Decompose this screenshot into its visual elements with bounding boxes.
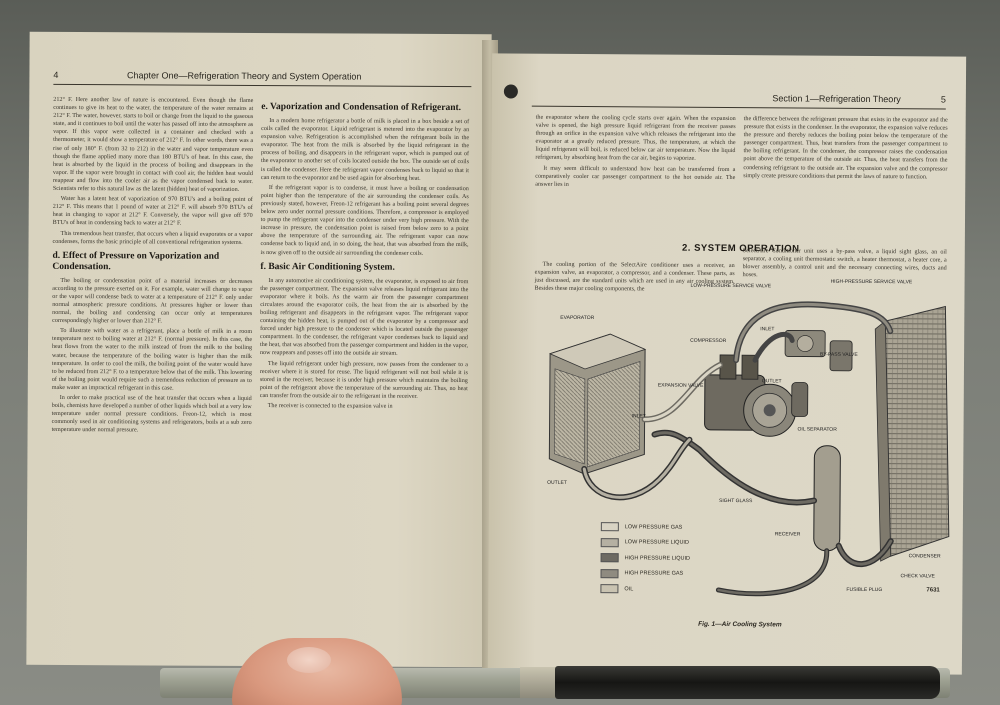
thumbnail	[287, 647, 331, 673]
label-compressor: COMPRESSOR	[690, 337, 727, 344]
paragraph: In order to make practical use of the heat transfer that occurs when a liquid boils, chemists have developed a number of other liquids which boil at a very low temperature under normal pressure conditions. Freon-12, which is most commonly used in air conditioning systems and refrigerators, boils at a sub zero temperature under normal pressure.	[51, 394, 252, 434]
legend-swatch	[601, 553, 619, 562]
left-page	[26, 32, 491, 667]
paragraph: This tremendous heat transfer, that occurs when a liquid evaporates or a vapor condenses, forms the basic principle of all conventional refrigeration systems.	[52, 230, 253, 246]
heading-d: d. Effect of Pressure on Vaporization and Condensation.	[52, 250, 220, 272]
label-inlet-top: INLET	[760, 326, 775, 333]
label-sight-glass: SIGHT GLASS	[719, 497, 753, 505]
binder-hole	[504, 84, 518, 98]
label-evaporator: EVAPORATOR	[560, 314, 595, 322]
pen-band	[520, 667, 558, 698]
left-chapter-title: Chapter One—Refrigeration Theory and System Operation	[126, 70, 362, 82]
label-condenser: CONDENSER	[908, 553, 941, 560]
air-cooling-system-diagram	[528, 269, 961, 642]
label-expansion-valve: EXPANSION VALVE	[657, 382, 704, 389]
label-by-pass-valve: BY-PASS VALVE	[820, 351, 858, 358]
paragraph: SelectAire Conditioner unit uses a by-pass valve, a liquid sight glass, an oil separator, a cooling unit thermostatic switch, a heater thermostat, a heater core, a blower assembly, a control unit and the necessary connecting wires, ducts and hoses.	[742, 248, 947, 279]
left-column-1	[52, 96, 254, 438]
section-heading: 2. SYSTEM OPERATION	[681, 242, 800, 255]
diagram-legend	[600, 519, 690, 597]
right-column-1	[535, 114, 736, 192]
left-header-rule	[53, 84, 471, 87]
legend-swatch	[601, 569, 619, 578]
paragraph: In a modern home refrigerator a bottle of milk is placed in a box beside a set of coils called the evaporator. Liquid refrigerant is metered into the evaporator by an expansion valve. Refrigeration is accomplished when the refrigerant boils in the evaporator. The heat from the milk is absorbed by the liquid refrigerant in the process of boiling, and disappears in the refrigerant vapor, which is pumped out of the evaporator to another set of coils located outside the box. The outside set of coils is called the condenser. Here the refrigerant vapor condenses back to liquid so that it can return to the evaporator and be used again for absorbing heat.	[260, 118, 470, 182]
paragraph: To illustrate with water as a refrigerant, place a bottle of milk in a room temperature next to boiling water at 212° F. (normal pressure). In this case, the heat flows from the water to the milk instead of from the milk to the boiling water, because the temperature of the boiling water is higher than the milk temperature. In order to cool the milk, the boiling point of the water would have to be reduced from 212° F. to a temperature below that of the milk. This lowering of the boiling point would require such a tremendous reduction of pressure as to make water an impractical refrigerant in this case.	[51, 328, 253, 392]
condenser-unit	[874, 306, 951, 562]
legend-swatch	[600, 584, 618, 593]
paragraph: the difference between the refrigerant pressure that exists in the evaporator and the pressure that exists in the condenser. In the evaporator, the expansion valve reduces the pressure and thereby reduces the boiling point below the temperature of the passenger compartment. Thus, heat transfers from the passenger compartment to the boiling refrigerant. In the condenser, the compressor raises the condensation point above the temperature of the outside air. Thus, the heat transfers from the condensing refrigerant to the outside air. The expansion valve and the compressor simply create pressure conditions that permit the laws of nature to function.	[743, 116, 948, 181]
left-page-number: 4	[53, 69, 59, 80]
label-outlet-left: OUTLET	[547, 479, 567, 486]
label-receiver: RECEIVER	[774, 531, 801, 538]
legend-label: OIL	[624, 586, 634, 593]
legend-label: LOW PRESSURE LIQUID	[624, 539, 689, 546]
legend-item	[600, 566, 690, 582]
label-oil-separator: OIL SEPARATOR	[797, 426, 837, 433]
receiver-tank	[814, 446, 841, 551]
left-column-2	[260, 97, 470, 413]
service-valves	[785, 330, 852, 370]
right-running-head	[532, 92, 946, 105]
heading-e: e. Vaporization and Condensation of Refrigerant.	[261, 102, 462, 114]
paragraph: The cooling portion of the SelectAire conditioner uses a receiver, an expansion valve, an evaporator, a compressor, and a condenser. These parts, as just discussed, are the standard units which are used in any air cooling system. Besides these major cooling components, the	[534, 261, 735, 293]
paragraph: The receiver is connected to the expansion valve in	[267, 403, 393, 410]
right-section-title: Section 1—Refrigeration Theory	[772, 93, 901, 105]
legend-label: LOW PRESSURE GAS	[624, 524, 683, 531]
paragraph: If the refrigerant vapor is to condense, it must have a boiling or condensation point higher than the temperature of the air surrounding the condenser coils. As previously stated, however, Freon-12 refrigerant has a boiling point several degrees below zero under normal pressure conditions. Therefore, a compressor is employed to pump the refrigerant vapor into the condenser under very high pressure. With the increase in pressure, the condensation point is raised from below zero to a point above the temperature of the surrounding air. The refrigerant vapor can now condense back to liquid and, in so doing, the heat, that was absorbed from the milk, is now given off to the outside air surrounding the condenser coils.	[260, 184, 469, 257]
label-fusible-plug: FUSIBLE PLUG	[846, 586, 883, 594]
right-page	[488, 53, 966, 674]
paragraph: The liquid refrigerant under high pressure, now passes from the condenser to a receiver where it is stored for reuse. The liquid refrigerant will not boil while it is stored in the receiver, because it is under high pressure which maintains the boiling point of the refrigerant above the temperature of the surrounding air. Thus, no heat can transfer from the outside air to the refrigerant in the receiver.	[259, 360, 468, 400]
legend-item	[601, 550, 691, 566]
legend-swatch	[601, 538, 619, 547]
legend-item	[600, 581, 690, 597]
paragraph: the evaporator where the cooling cycle starts over again. When the expansion valve is opened, the high pressure liquid refrigerant from the receiver passes through an orifice in the expansion valve which releases the refrigerant into the evaporator at a greatly reduced pressure. Thus, the temperature, at which the liquid refrigerant will boil, is reduced below car air temperature. Now the liquid refrigerant, by absorbing heat from the car air, begins to vaporize.	[535, 114, 736, 163]
pen-cap	[555, 666, 940, 699]
legend-item	[601, 535, 691, 551]
legend-label: HIGH PRESSURE GAS	[624, 570, 684, 577]
figure-caption: Fig. 1—Air Cooling System	[698, 620, 782, 629]
legend-swatch	[601, 522, 619, 531]
paragraph: The boiling or condensation point of a material increases or decreases according to the pressure exerted on it. For example, water will change to vapor or the vapor will condense back to water at a temperature of 212° F. only under normal atmospheric pressure conditions. At pressures higher or lower than normal, the boiling and condensing can occur only at temperatures correspondingly higher or lower than 212° F.	[52, 277, 253, 325]
legend-item	[601, 519, 691, 535]
paragraph: 212° F. Here another law of nature is encountered. Even though the flame continues to give its heat to the water, the temperature of the water remains at 212° F. The water, however, starts to boil or change from the liquid to the gaseous state, and it continues to boil until the water has passed off into the atmosphere as vapor. If this vapor were collected in a container and checked with a thermometer, it would show a temperature of 212° F. In other words, there was a rise of only 180° F. (from 32 to 212) in the water and vapor temperature even though the flame applied many more than 180 BTU's of heat. In this case, the heat is absorbed by the liquid in the process of boiling and disappears in the vapor. If the vapor were brought in contact with cool air, the hidden heat would reappear and flow into the cooler air as the vapor condensed back to water. Scientists refer to this natural law as the latent (hidden) heat of vaporization.	[52, 96, 254, 193]
figure-number: 7631	[926, 587, 940, 594]
oil-separator-unit	[792, 382, 808, 416]
left-running-head	[53, 70, 471, 82]
label-low-pressure-service-valve: LOW-PRESSURE SERVICE VALVE	[690, 282, 772, 290]
paragraph: In any automotive air conditioning system, the evaporator, is exposed to air from the passenger compartment. The expansion valve releases liquid refrigerant into the evaporator where it boils. As the warm air from the passenger compartment circulates around the evaporator coils, the heat from the air is absorbed by the boiling refrigerant and disappears in the refrigerant vapor. The refrigerant vapor containing the hidden heat, is pumped out of the evaporator by a compressor and forced under high pressure to the condenser which is located outside the passenger compartment. In the condenser, the refrigerant vapor condenses back to liquid and the heat, that was absorbed from the passenger compartment and hidden in the vapor, now reappears and passes off into the outside air stream.	[259, 277, 469, 358]
label-check-valve: CHECK VALVE	[900, 573, 935, 580]
right-page-number: 5	[940, 94, 946, 105]
evaporator-unit	[549, 334, 645, 475]
paragraph: It may seem difficult to understand how heat can be transferred from a comparatively cooler car passenger compartment to the hot outside air. The answer lies in	[535, 165, 736, 188]
label-high-pressure-service-valve: HIGH-PRESSURE SERVICE VALVE	[830, 278, 913, 286]
label-inlet-mid: INLET	[631, 413, 646, 420]
right-header-rule	[532, 106, 946, 110]
legend-label: HIGH PRESSURE LIQUID	[624, 555, 691, 562]
heading-f: f. Basic Air Conditioning System.	[260, 261, 395, 273]
right-column-2	[743, 115, 947, 183]
paragraph: Water has a latent heat of vaporization of 970 BTU's and a boiling point of 212° F. This means that 1 pound of water at 212° F. will absorb 970 BTU's of heat in changing to vapor at 212° F. Conversely, the vapor will give off 970 BTU's of heat in condensing back to water at 212° F.	[52, 196, 253, 227]
label-outlet-top: OUTLET	[761, 378, 782, 385]
